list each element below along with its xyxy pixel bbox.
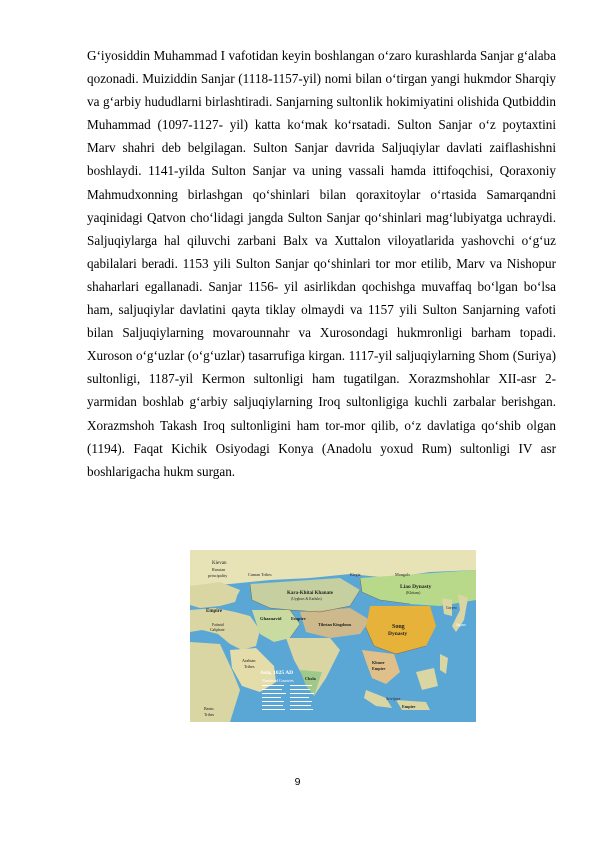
map-graphic [190, 550, 476, 722]
map-legend-line [290, 709, 313, 710]
map-legend-line [290, 701, 312, 702]
map-label-ghaznavid-empire: Empire [291, 616, 306, 621]
map-label-korea: Goryeo [446, 606, 457, 610]
map-label-japan: Japan [456, 622, 466, 627]
body-paragraph: G‘iyosiddin Muhammad I vafotidan keyin boshlangan o‘zaro kurashlarda Sanjar g‘alaba qozonadi. Muiziddin Sanjar (1118-1157-yil) nomi bilan o‘tirgan yangi hukmdor Sharqiy va g‘arbiy hududlarni birlashtiradi. Sanjarning sultonlik hokimiyatini olishida Qutbiddin Muhammad (1097-1127- yil) katta ko‘mak ko‘rsatadi. Sulton Sanjar o‘z poytaxtini Marv shahri deb belgilagan. Sulton Sanjar davrida Saljuqiylar davlati zaiflashishni boshlaydi. 1141-yilda Sulton Sanjar va uning vassali hamda ittifoqchisi, Qoraxoniy Mahmudxonning birlashgan qo‘shinlari bilan qoraxitoylar o‘rtasida Samarqandni yaqinidagi Qatvon cho‘lidagi jangda Sulton Sanjar qo‘shinlari mag‘lubiyatga uchraydi. Saljuqiylarga hal qiluvchi zarbani Balx va Xuttalon viloyatlarida yashovchi o‘g‘uz qabilalari beradi. 1153 yili Sulton Sanjar qo‘shinlari tor mor etilib, Marv va Nishopur shaharlari egallanadi. Sanjar 1156- yil asirlikdan qochishga muvaffaq bo‘lgan bo‘lsa ham, saljuqiylar davlatini qayta tiklay olmaydi va 1157 yili Sulton Sanjarning vafoti bilan Saljuqiylarning movarounnahr va Xurosondagi hukmronligi barham topadi. Xuroson o‘g‘uzlar (o‘g‘uzlar) tasarrufiga kirgan. 1117-yil saljuqiylarning Shom (Suriya) sultonligi, 1187-yil Kermon sultonligi ham tugatilgan. Xorazmshohlar XII-asr 2-yarmidan boshlab g‘arbiy saljuqiylarning Iroq sultonligiga kuchli zarbalar berishgan. Xorazmshoh Takash Iroq sultonligini ham tor-mor qilib, o‘z davlatiga qo‘shib olgan (1194). Faqat Kichik Osiyodagi Konya (Anadolu yoxud Rum) sultonligi IV asr boshlarigacha hukm surgan. [87, 48, 556, 479]
map-legend-line [290, 693, 314, 694]
map-label-mongols: Mongols [395, 572, 410, 577]
map-label-kirgiz: Kirgiz [350, 572, 361, 577]
map-label-srivijaya-empire: Empire [402, 704, 416, 709]
map-label-numbered: Numbered Countries [262, 679, 294, 683]
map-label-empire: Empire [206, 609, 223, 614]
map-legend-line [262, 685, 284, 686]
map-label-kievan: Kievan [212, 561, 227, 566]
map-legend-line [290, 697, 309, 698]
map-legend-line [290, 689, 310, 690]
map-label-tibetan: Tibetan Kingdoms [318, 622, 352, 627]
map-caspian-sea [236, 591, 248, 613]
map-label-khmer-empire: Empire [372, 666, 386, 671]
map-label-tribes: Tribes [244, 664, 255, 669]
map-legend-line [262, 693, 286, 694]
map-label-russian: Russian [212, 567, 226, 572]
historical-map-asia [190, 550, 476, 722]
page-body [87, 44, 556, 483]
map-label-bantu: Bantu [204, 706, 214, 711]
map-legend-line [290, 685, 312, 686]
map-label-kara-khitai: Kara-Khitai Khanate [287, 591, 333, 596]
map-label-kara-khitai-sub: (Uyghurs & Karluks) [291, 597, 322, 601]
map-legend-line [290, 705, 311, 706]
map-legend-line [262, 697, 281, 698]
map-label-dynasty: Dynasty [388, 631, 408, 637]
map-label-cuman: Cuman Tribes [248, 572, 272, 577]
map-label-fatimid: Fatimid [212, 623, 224, 627]
map-legend-line [262, 705, 283, 706]
map-label-principality: principality [208, 573, 228, 578]
map-label-caliphate: Caliphate [210, 628, 225, 632]
map-label-asia-year: Asia, 1025 AD [260, 670, 294, 676]
map-label-arabian: Arabian [242, 658, 256, 663]
map-label-liao-sub: (Khitans) [406, 591, 421, 595]
map-legend-line [262, 689, 282, 690]
map-legend-line [262, 701, 284, 702]
map-label-bantu-tribes: Tribes [204, 712, 215, 717]
map-label-chola: Chola [305, 676, 316, 681]
map-label-song: Song [392, 624, 405, 630]
map-label-ghaznavid: Ghaznavid [260, 616, 282, 621]
map-label-khmer: Khmer [372, 660, 385, 665]
map-legend-line [262, 709, 285, 710]
map-label-srivijaya: Srivijaya [386, 696, 401, 701]
page-number: 9 [294, 776, 301, 788]
map-label-liao: Liao Dynasty [400, 584, 432, 590]
